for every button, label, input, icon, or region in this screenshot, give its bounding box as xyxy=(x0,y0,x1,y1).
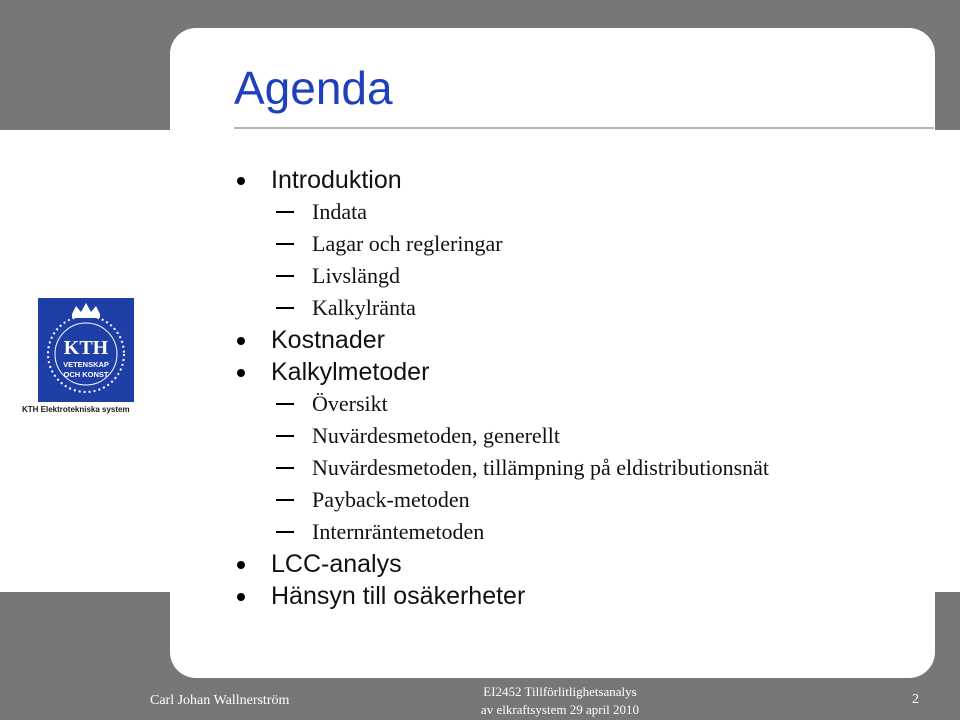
footer-course-line2: av elkraftsystem 29 april 2010 xyxy=(480,702,640,717)
bullet-dot-icon xyxy=(237,369,245,377)
kth-crown-band xyxy=(72,314,100,318)
agenda-subitem xyxy=(234,516,934,548)
agenda-item xyxy=(234,548,934,580)
dash-icon xyxy=(276,467,294,469)
kth-emblem-icon xyxy=(38,298,134,402)
agenda-subitem xyxy=(234,260,934,292)
footer-author: Carl Johan Wallnerström xyxy=(150,693,290,708)
agenda-item-label: Hänsyn till osäkerheter xyxy=(271,582,526,610)
agenda-item xyxy=(234,324,934,356)
title-divider xyxy=(234,127,934,129)
dash-icon xyxy=(276,403,294,405)
agenda-subitem-label: Indata xyxy=(312,199,367,224)
agenda-subitem xyxy=(234,228,934,260)
dash-icon xyxy=(276,275,294,277)
agenda-list xyxy=(234,164,934,612)
agenda-subitem-label: Nuvärdesmetoden, tillämpning på eldistributionsnät xyxy=(312,455,770,480)
kth-emblem-motto-1: VETENSKAP xyxy=(63,360,109,369)
bullet-dot-icon xyxy=(237,593,245,601)
footer-course-line1: EI2452 Tillförlitlighetsanalys xyxy=(483,684,637,699)
agenda-subitem xyxy=(234,420,934,452)
agenda-item-label: Introduktion xyxy=(271,166,402,194)
agenda-item-label: LCC-analys xyxy=(271,550,402,578)
agenda-item xyxy=(234,164,934,196)
agenda-subitem-label: Lagar och regleringar xyxy=(312,231,503,256)
agenda-item xyxy=(234,580,934,612)
agenda-item xyxy=(234,356,934,388)
footer-course xyxy=(440,683,680,719)
kth-emblem-letters: KTH xyxy=(63,337,109,359)
page-number: 2 xyxy=(912,692,919,707)
agenda-subitem xyxy=(234,196,934,228)
dash-icon xyxy=(276,243,294,245)
dash-icon xyxy=(276,531,294,533)
agenda-subitem xyxy=(234,292,934,324)
dash-icon xyxy=(276,307,294,309)
agenda-subitem xyxy=(234,388,934,420)
agenda-subitem-label: Payback-metoden xyxy=(312,487,470,512)
agenda-subitem-label: Översikt xyxy=(312,391,388,416)
kth-emblem-motto-2: OCH KONST xyxy=(63,370,109,379)
agenda-subitem-label: Livslängd xyxy=(312,263,400,288)
dash-icon xyxy=(276,499,294,501)
dash-icon xyxy=(276,211,294,213)
agenda-subitem-label: Internräntemetoden xyxy=(312,519,485,544)
agenda-item-label: Kostnader xyxy=(271,326,385,354)
agenda-subitem-label: Kalkylränta xyxy=(312,295,416,320)
kth-logo xyxy=(22,298,154,422)
dash-icon xyxy=(276,435,294,437)
agenda-subitem xyxy=(234,452,934,484)
agenda-subitem xyxy=(234,484,934,516)
agenda-subitem-label: Nuvärdesmetoden, generellt xyxy=(312,423,561,448)
logo-caption: KTH Elektrotekniska system xyxy=(22,405,130,414)
bullet-dot-icon xyxy=(237,337,245,345)
slide-title: Agenda xyxy=(234,62,393,114)
bullet-dot-icon xyxy=(237,177,245,185)
bullet-dot-icon xyxy=(237,561,245,569)
agenda-item-label: Kalkylmetoder xyxy=(271,358,430,386)
